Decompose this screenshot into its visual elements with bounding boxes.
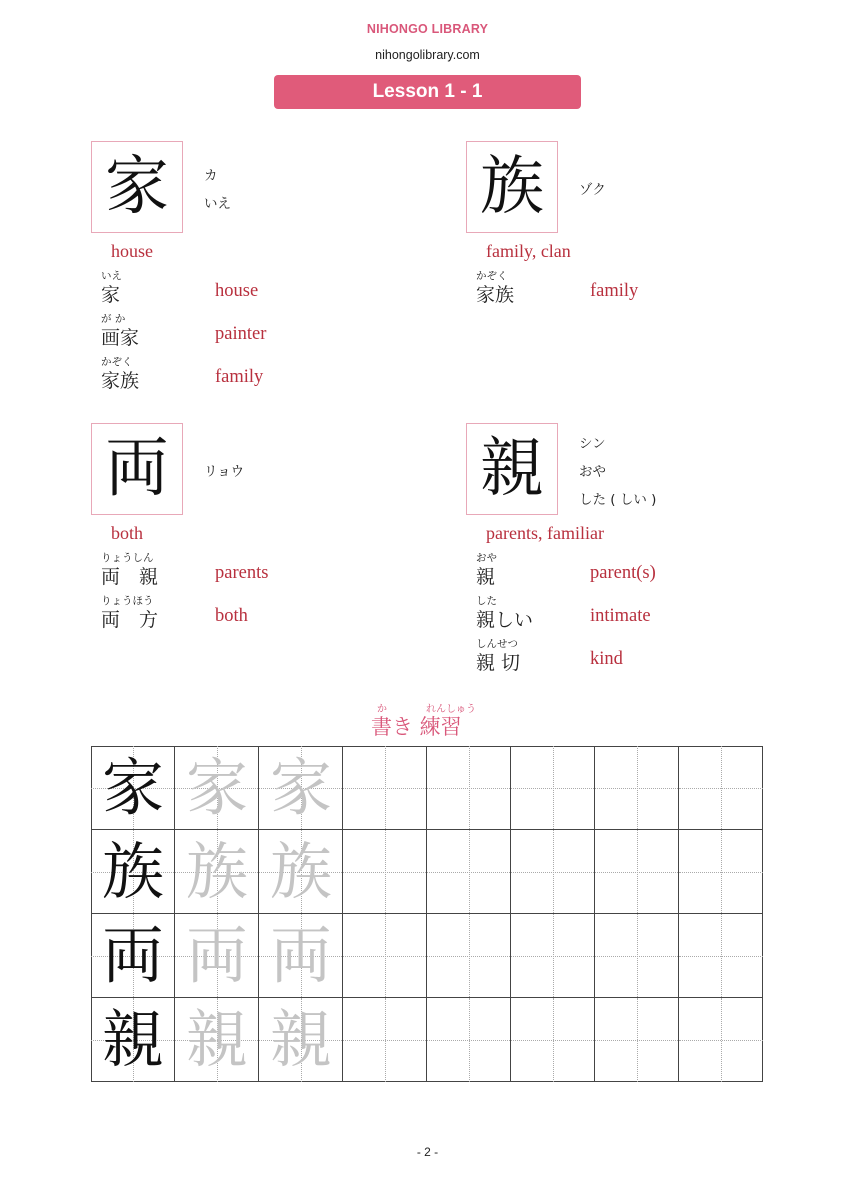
vocab-word: 両 親 [101, 566, 159, 588]
guide-line-horizontal [343, 1040, 426, 1041]
guide-line-horizontal [343, 872, 426, 873]
practice-trace-cell [259, 830, 343, 914]
practice-trace-glyph: 親 [185, 1003, 248, 1076]
practice-model-cell [91, 914, 175, 998]
practice-trace-cell [175, 914, 259, 998]
practice-trace-cell [175, 746, 259, 830]
practice-blank-cell[interactable] [595, 914, 679, 998]
practice-trace-glyph: 家 [269, 751, 332, 824]
practice-blank-cell[interactable] [679, 830, 763, 914]
practice-blank-cell[interactable] [343, 746, 427, 830]
guide-line-horizontal [427, 1040, 510, 1041]
guide-line-horizontal [427, 788, 510, 789]
vocab-furigana: かぞく [101, 356, 133, 368]
practice-model-cell [91, 746, 175, 830]
guide-line-horizontal [511, 1040, 594, 1041]
practice-blank-cell[interactable] [511, 830, 595, 914]
practice-blank-cell[interactable] [427, 914, 511, 998]
vocab-furigana: おや [476, 552, 497, 564]
vocab-furigana: した [476, 595, 497, 607]
vocab-word: 親 切 [476, 652, 521, 674]
practice-blank-cell[interactable] [343, 830, 427, 914]
vocab-gloss: painter [215, 324, 267, 344]
practice-trace-glyph: 両 [185, 919, 248, 992]
vocab-furigana: が か [101, 313, 126, 325]
kanji-character: 親 [466, 423, 558, 515]
practice-blank-cell[interactable] [343, 914, 427, 998]
guide-line-horizontal [511, 872, 594, 873]
practice-blank-cell[interactable] [511, 914, 595, 998]
kanji-character: 両 [91, 423, 183, 515]
practice-model-cell [91, 998, 175, 1082]
practice-blank-cell[interactable] [511, 746, 595, 830]
vocab-furigana: りょうほう [101, 595, 154, 607]
practice-grid [91, 746, 763, 1082]
practice-heading-furigana: れんしゅう [426, 704, 476, 715]
vocab-word: 家族 [101, 370, 140, 392]
kanji-reading: いえ [204, 196, 231, 212]
practice-heading-text: 書き 練習 [371, 715, 462, 739]
guide-line-horizontal [595, 872, 678, 873]
guide-line-horizontal [343, 788, 426, 789]
guide-line-horizontal [595, 956, 678, 957]
kanji-character: 族 [466, 141, 558, 233]
practice-blank-cell[interactable] [679, 746, 763, 830]
page-number: - 2 - [416, 1145, 439, 1159]
vocab-gloss: both [215, 606, 248, 626]
vocab-gloss: parent(s) [590, 563, 656, 583]
practice-blank-cell[interactable] [595, 746, 679, 830]
practice-blank-cell[interactable] [427, 998, 511, 1082]
vocab-word: 画家 [101, 327, 140, 349]
practice-trace-cell [259, 998, 343, 1082]
practice-trace-cell [175, 998, 259, 1082]
vocab-furigana: りょうしん [101, 552, 154, 564]
guide-line-horizontal [595, 788, 678, 789]
vocab-word: 親 [476, 566, 496, 588]
site-url: nihongolibrary.com [375, 48, 480, 62]
practice-trace-glyph: 族 [185, 835, 248, 908]
vocab-gloss: parents [215, 563, 269, 583]
guide-line-horizontal [679, 788, 763, 789]
kanji-reading: おや [579, 464, 606, 480]
guide-line-horizontal [511, 788, 594, 789]
vocab-gloss: kind [590, 649, 623, 669]
kanji-reading: した ( しい ) [579, 492, 657, 508]
kanji-meaning: family, clan [486, 241, 571, 261]
guide-line-horizontal [427, 872, 510, 873]
practice-blank-cell[interactable] [679, 914, 763, 998]
practice-trace-glyph: 家 [185, 751, 248, 824]
practice-model-glyph: 親 [101, 1003, 164, 1076]
practice-blank-cell[interactable] [427, 746, 511, 830]
kanji-character: 家 [91, 141, 183, 233]
practice-trace-cell [259, 914, 343, 998]
kanji-reading: シン [579, 436, 606, 452]
practice-model-cell [91, 830, 175, 914]
practice-blank-cell[interactable] [679, 998, 763, 1082]
kanji-meaning: parents, familiar [486, 523, 604, 543]
vocab-furigana: かぞく [476, 270, 508, 282]
vocab-word: 親しい [476, 609, 534, 631]
vocab-word: 両 方 [101, 609, 159, 631]
vocab-gloss: house [215, 281, 259, 301]
kanji-reading: リョウ [204, 464, 245, 480]
practice-model-glyph: 族 [101, 835, 164, 908]
kanji-reading: カ [204, 168, 218, 184]
practice-trace-cell [175, 830, 259, 914]
practice-blank-cell[interactable] [427, 830, 511, 914]
vocab-furigana: いえ [101, 270, 122, 282]
practice-trace-glyph: 親 [269, 1003, 332, 1076]
vocab-gloss: family [590, 281, 639, 301]
kanji-reading: ゾク [579, 182, 606, 198]
vocab-gloss: intimate [590, 606, 651, 626]
practice-trace-glyph: 両 [269, 919, 332, 992]
practice-model-glyph: 両 [101, 919, 164, 992]
vocab-gloss: family [215, 367, 264, 387]
practice-blank-cell[interactable] [511, 998, 595, 1082]
practice-blank-cell[interactable] [343, 998, 427, 1082]
guide-line-horizontal [427, 956, 510, 957]
guide-line-horizontal [511, 956, 594, 957]
guide-line-horizontal [679, 1040, 763, 1041]
guide-line-horizontal [595, 1040, 678, 1041]
guide-line-horizontal [679, 872, 763, 873]
lesson-banner: Lesson 1 - 1 [274, 75, 581, 109]
practice-trace-cell [259, 746, 343, 830]
guide-line-horizontal [343, 956, 426, 957]
kanji-meaning: both [111, 523, 144, 543]
brand-title: NIHONGO LIBRARY [366, 22, 489, 36]
guide-line-horizontal [679, 956, 763, 957]
practice-trace-glyph: 族 [269, 835, 332, 908]
vocab-furigana: しんせつ [476, 638, 518, 650]
practice-heading-furigana: か [377, 704, 387, 715]
practice-blank-cell[interactable] [595, 998, 679, 1082]
kanji-meaning: house [111, 241, 153, 261]
practice-model-glyph: 家 [101, 751, 164, 824]
practice-blank-cell[interactable] [595, 830, 679, 914]
vocab-word: 家族 [476, 284, 515, 306]
vocab-word: 家 [101, 284, 121, 306]
